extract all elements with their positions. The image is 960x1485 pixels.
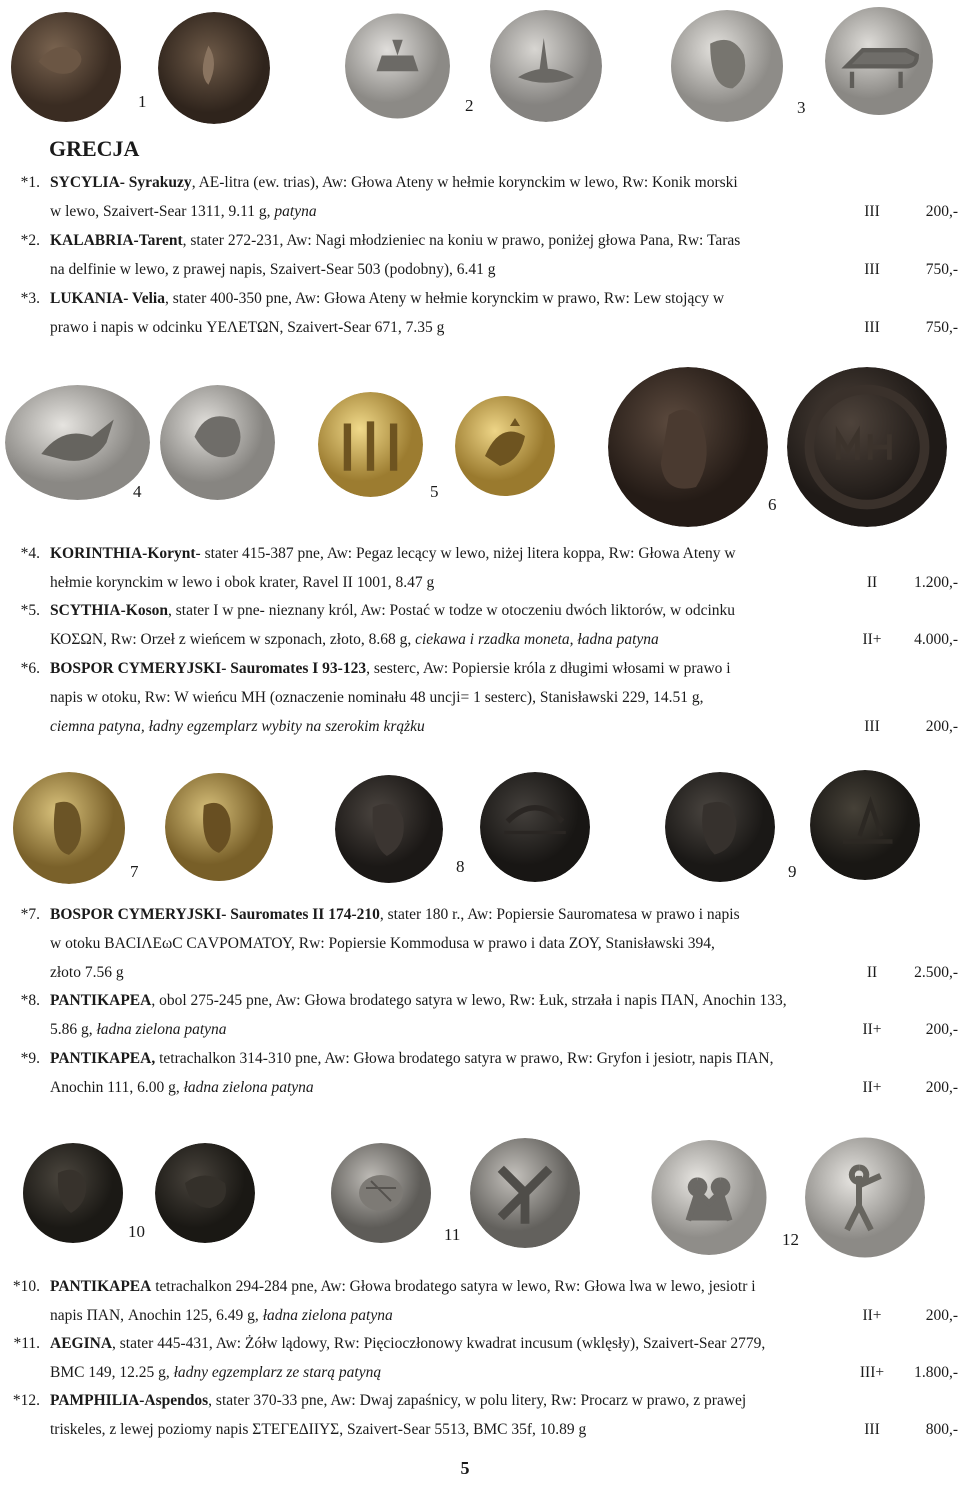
lot-number: *11. [13,1335,40,1352]
lot-number: *2. [20,232,40,249]
lot-grade: III [864,1421,880,1438]
lot-description: , stater 370-33 pne, Aw: Dwaj zapaśnicy, w polu litery, Rw: Procarz w prawo, z prawej [208,1392,747,1409]
lot-note: ciemna patyna, ładny egzemplarz wybity na szerokim krążku [50,718,425,735]
image-label-12: 12 [782,1230,799,1249]
image-label-5: 5 [430,482,439,501]
lot-description-2: na delfinie w lewo, z prawej napis, Szaivert-Sear 503 (podobny), 6.41 g [50,261,496,278]
coin-6-reverse-image [787,367,947,527]
lot-grade: II [866,574,878,591]
lot-grade: III [864,319,880,336]
lot-description-2: hełmie korynckim w lewo i obok krater, Ravel II 1001, 8.47 g [50,574,435,591]
coin-5-obverse-image [318,392,423,497]
lot-number: *3. [20,290,40,307]
lot-description-2: napis w otoku, Rw: W wieńcu MH (oznaczenie nominału 48 uncji= 1 sesterc), Stanisławski 229, 14.51 g, [50,689,704,706]
lot-title: SCYTHIA-Koson [50,602,168,619]
lot-note: patyna [274,203,317,220]
lot-grade: II+ [862,1079,882,1096]
lot-description-3: złoto 7.56 g [50,964,124,981]
coin-1-obverse-image [10,12,122,122]
coin-5-reverse-image [455,392,555,500]
image-label-6: 6 [768,495,777,514]
lot-title: PANTIKAPEA [50,1278,152,1295]
lot-price: 2.500,- [914,964,958,981]
coin-1-reverse-image [158,12,270,124]
coin-8-obverse-image [335,775,443,883]
lot-description-2: 5.86 g, [50,1021,97,1038]
coin-3-obverse-image [668,10,786,122]
lot-grade: II+ [862,1021,882,1038]
lot-title: AEGINA [50,1335,113,1352]
lot-title: KORINTHIA-Korynt [50,545,196,562]
lot-price: 200,- [925,718,958,735]
image-label-7: 7 [130,862,139,881]
lot-description: , AE-litra (ew. trias), Aw: Głowa Ateny w hełmie korynckim w lewo, Rw: Konik morski [191,174,738,191]
lot-number: *8. [20,992,40,1009]
lot-description-2: BMC 149, 12.25 g, [50,1364,174,1381]
image-label-8: 8 [456,857,465,876]
lot-grade: II+ [862,631,882,648]
lot-description: , stater 272-231, Aw: Nagi młodzieniec na koniu w prawo, poniżej głowa Pana, Rw: Taras [182,232,741,249]
lot-price: 200,- [925,1079,958,1096]
lot-number: *10. [12,1278,40,1295]
lot-number: *5. [20,602,40,619]
lot-price: 750,- [925,261,958,278]
lot-description: , stater 400-350 pne, Aw: Głowa Ateny w hełmie korynckim w prawo, Rw: Lew stojący w [164,290,725,307]
lot-description-2: triskeles, z lewej poziomy napis ΣΤΕΓΕΔΙΙΥΣ, Szaivert-Sear 5513, BMC 35f, 10.89 g [50,1421,587,1438]
coin-7-obverse-image [10,772,128,884]
lot-note: ładny egzemplarz ze starą patyną [173,1364,382,1381]
lot-price: 200,- [925,1307,958,1324]
lot-title: PAMPHILIA-Aspendos [50,1392,209,1409]
lot-price: 800,- [925,1421,958,1438]
lot-number: *4. [20,545,40,562]
lot-description: , stater I w pne- nieznany król, Aw: Postać w todze w otoczeniu dwóch liktorów, w odcinku [168,602,736,619]
lot-description: , obol 275-245 pne, Aw: Głowa brodatego satyra w lewo, Rw: Łuk, strzała i napis ΠΑΝ, Anochin 133, [151,992,787,1009]
lot-price: 4.000,- [914,631,958,648]
coin-12-obverse-image [650,1140,768,1255]
coin-12-reverse-image [805,1135,925,1260]
lot-title: BOSPOR CYMERYJSKI- Sauromates II 174-210 [50,906,380,923]
lot-number: *7. [20,906,40,923]
lot-description: , stater 445-431, Aw: Żółw lądowy, Rw: Pięcioczłonowy kwadrat incusum (wklęsły), Szaivert-Sear 2779, [112,1335,766,1352]
lot-title: LUKANIA- Velia [50,290,165,307]
lot-note: ciekawa i rzadka moneta, ładna patyna [415,631,659,648]
lot-number: *9. [20,1050,40,1067]
image-label-3: 3 [797,98,806,117]
lot-grade: III+ [859,1364,885,1381]
image-label-4: 4 [133,482,142,501]
lot-title: KALABRIA-Tarent [50,232,183,249]
lot-grade: II+ [862,1307,882,1324]
lot-price: 200,- [925,1021,958,1038]
lot-description: tetrachalkon 314-310 pne, Aw: Głowa brodatego satyra w prawo, Rw: Gryfon i jesiotr, napis ΠΑΝ, [155,1050,774,1067]
lot-description: , sesterc, Aw: Popiersie króla z długimi włosami w prawo i [366,660,731,677]
lot-description-2: w otoku ΒΑCΙΛΕωC CΑVΡΟΜΑΤΟΥ, Rw: Popiersie Kommodusa w prawo i data ΖΟΥ, Stanisławski 394, [50,935,715,952]
lot-description-2: prawo i napis w odcinku ΥΕΛΕΤΩΝ, Szaivert-Sear 671, 7.35 g [50,319,445,336]
coin-2-obverse-image [345,10,450,122]
lot-number: *12. [12,1392,40,1409]
coin-11-obverse-image [322,1143,440,1243]
lot-description-2: napis ΠΑΝ, Anochin 125, 6.49 g, [50,1307,263,1324]
image-label-9: 9 [788,862,797,881]
lot-title: BOSPOR CYMERYJSKI- Sauromates I 93-123 [50,660,367,677]
lot-price: 1.200,- [914,574,958,591]
lot-note: ładna zielona patyna [262,1307,393,1324]
lot-description-2: ΚΟΣΩΝ, Rw: Orzeł z wieńcem w szponach, złoto, 8.68 g, [50,631,416,648]
coin-3-reverse-image [825,5,933,117]
lot-price: 200,- [925,203,958,220]
page-number: 5 [460,1458,470,1478]
lot-description: , stater 180 r., Aw: Popiersie Sauromatesa w prawo i napis [379,906,740,923]
lot-grade: II [866,964,878,981]
lot-number: *6. [20,660,40,677]
lot-grade: III [864,261,880,278]
lot-description: tetrachalkon 294-284 pne, Aw: Głowa brodatego satyra w lewo, Rw: Głowa lwa w lewo, jesiotr i [151,1278,756,1295]
image-label-1: 1 [138,92,147,111]
lot-price: 750,- [925,319,958,336]
coin-8-reverse-image [480,772,590,882]
section-title: GRECJA [49,136,140,161]
lot-title: PANTIKAPEA, [50,1050,156,1067]
lot-description-2: w lewo, Szaivert-Sear 1311, 9.11 g, [50,203,275,220]
image-label-10: 10 [128,1222,145,1241]
coin-9-reverse-image [810,770,920,880]
coin-9-obverse-image [665,772,775,882]
lot-title: SYCYLIA- Syrakuzy [50,174,192,191]
coin-7-reverse-image [165,772,273,882]
lot-number: *1. [20,174,40,191]
lot-title: PANTIKAPEA [50,992,152,1009]
image-label-2: 2 [465,96,474,115]
lot-description-2: Anochin 111, 6.00 g, [50,1079,184,1096]
lot-grade: III [864,203,880,220]
coin-11-reverse-image [470,1138,580,1248]
coin-10-reverse-image [155,1143,255,1243]
coin-4-obverse-image [5,385,150,500]
image-label-11: 11 [444,1225,461,1244]
coin-2-reverse-image [490,10,602,122]
lot-description: - stater 415-387 pne, Aw: Pegaz lecący w lewo, niżej litera koppa, Rw: Głowa Ateny w [195,545,736,562]
coin-6-obverse-image [608,367,768,527]
lot-note: ładna zielona patyna [96,1021,227,1038]
lot-note: ładna zielona patyna [183,1079,314,1096]
coin-10-obverse-image [18,1143,128,1243]
lot-price: 1.800,- [914,1364,958,1381]
lot-grade: III [864,718,880,735]
coin-4-reverse-image [160,385,275,500]
